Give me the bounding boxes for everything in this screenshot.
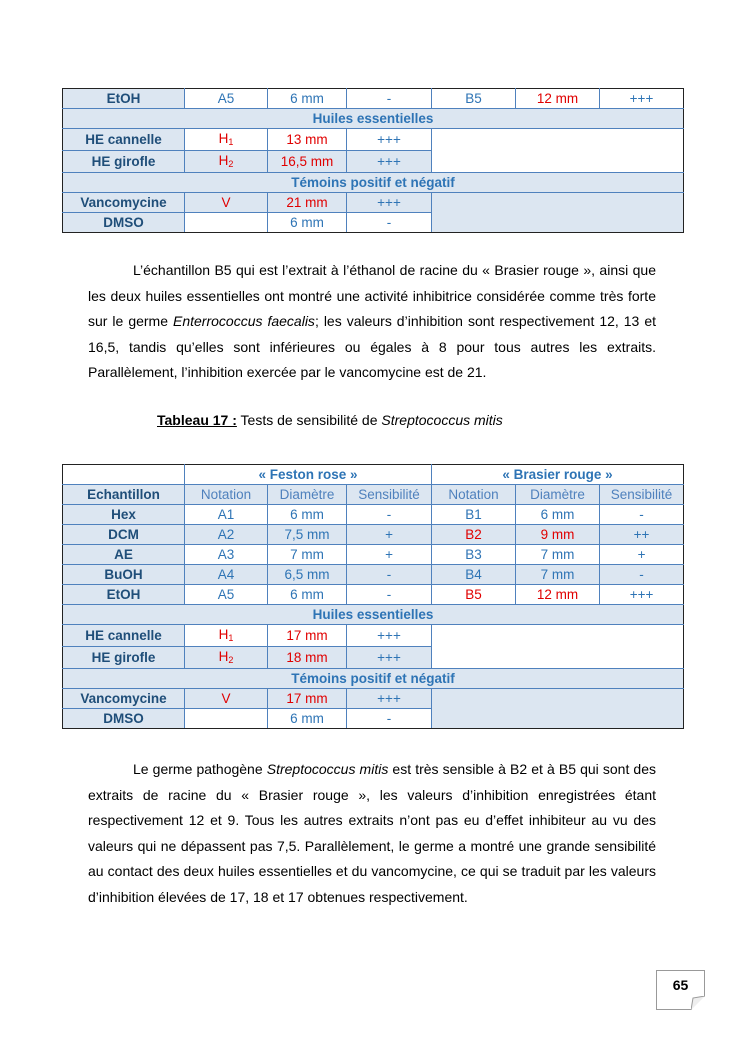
cell-sensitivity: - <box>600 565 684 585</box>
cell-notation: B5 <box>432 89 516 109</box>
caption-label: Tableau 17 : <box>157 412 237 428</box>
cell-notation <box>185 213 268 233</box>
cell-sensitivity: +++ <box>347 689 432 709</box>
cell-notation: A5 <box>185 585 268 605</box>
cell-diameter: 13 mm <box>268 129 347 151</box>
cell-diameter: 6 mm <box>268 505 347 525</box>
table-row <box>63 565 684 585</box>
table-row <box>63 89 684 109</box>
row-label: EtOH <box>63 89 185 109</box>
group-header-row <box>63 465 684 485</box>
cell-sensitivity: +++ <box>600 585 684 605</box>
cell-diameter: 12 mm <box>516 585 600 605</box>
empty-cell <box>432 193 684 233</box>
row-label: HE girofle <box>63 151 185 173</box>
row-label: Vancomycine <box>63 193 185 213</box>
cell-diameter: 12 mm <box>516 89 600 109</box>
paragraph-2: Le germe pathogène Streptococcus mitis est très sensible à B2 et à B5 qui sont des extraits de racine du « Brasier rouge », les valeurs d’inhibition enregistrées étant respectivement 12 et 9. Tous les autres extraits n’ont pas eu d’effet inhibiteur au vu des valeurs qui ne dépassent pas 7,5. Parallèlement, le germe a montré une grande sensibilité au contact des deux huiles essentielles et du vancomycine, ce qui se traduit par les valeurs d’inhibition élevées de 17, 18 et 17 obtenues respectivement. <box>88 761 656 905</box>
empty-cell <box>432 689 684 729</box>
caption-species: Streptococcus mitis <box>381 412 503 428</box>
cell-notation: A4 <box>185 565 268 585</box>
table-row <box>63 525 684 545</box>
section-title: Témoins positif et négatif <box>63 173 684 193</box>
cell-sensitivity: +++ <box>600 89 684 109</box>
table-row <box>63 193 684 213</box>
row-label: Vancomycine <box>63 689 185 709</box>
table-row <box>63 545 684 565</box>
cell-diameter: 17 mm <box>268 625 347 647</box>
row-label: HE girofle <box>63 647 185 669</box>
row-label: DMSO <box>63 709 185 729</box>
table-row <box>63 625 684 647</box>
table-row <box>63 585 684 605</box>
cell-sensitivity: +++ <box>347 151 432 173</box>
header-notation: Notation <box>185 485 268 505</box>
header-sensitivity: Sensibilité <box>347 485 432 505</box>
section-title: Témoins positif et négatif <box>63 669 684 689</box>
cell-notation: A5 <box>185 89 268 109</box>
section-row <box>63 109 684 129</box>
group-header-a: « Feston rose » <box>185 465 432 485</box>
cell-sensitivity: + <box>600 545 684 565</box>
cell-notation: A2 <box>185 525 268 545</box>
cell-diameter: 9 mm <box>516 525 600 545</box>
header-sample: Echantillon <box>63 485 185 505</box>
page-fold-icon <box>691 996 705 1010</box>
section-row <box>63 605 684 625</box>
table-row <box>63 129 684 151</box>
cell-sensitivity: +++ <box>347 647 432 669</box>
header-diameter: Diamètre <box>268 485 347 505</box>
cell-sensitivity: + <box>347 545 432 565</box>
table-17 <box>62 464 684 729</box>
section-row <box>63 669 684 689</box>
section-title: Huiles essentielles <box>63 109 684 129</box>
cell-notation: B3 <box>432 545 516 565</box>
section-row <box>63 173 684 193</box>
table-16-partial <box>62 88 684 233</box>
table-row <box>63 505 684 525</box>
cell-diameter: 6,5 mm <box>268 565 347 585</box>
row-label: AE <box>63 545 185 565</box>
row-label: DCM <box>63 525 185 545</box>
cell-notation: B2 <box>432 525 516 545</box>
cell-sensitivity: - <box>347 213 432 233</box>
cell-sensitivity: - <box>347 89 432 109</box>
section-title: Huiles essentielles <box>63 605 684 625</box>
header-sensitivity: Sensibilité <box>600 485 684 505</box>
row-label: DMSO <box>63 213 185 233</box>
cell-sensitivity: - <box>347 585 432 605</box>
table-row <box>63 689 684 709</box>
cell-diameter: 6 mm <box>268 585 347 605</box>
cell-sensitivity: - <box>347 505 432 525</box>
cell-sensitivity: +++ <box>347 193 432 213</box>
cell-notation: A1 <box>185 505 268 525</box>
empty-cell <box>432 625 684 669</box>
cell-diameter: 7 mm <box>516 565 600 585</box>
column-header-row <box>63 485 684 505</box>
cell-diameter: 6 mm <box>268 89 347 109</box>
cell-notation: B4 <box>432 565 516 585</box>
cell-sensitivity: - <box>347 709 432 729</box>
page-number: 65 <box>656 970 705 1010</box>
cell-diameter: 21 mm <box>268 193 347 213</box>
corner-cell <box>63 465 185 485</box>
cell-diameter: 7,5 mm <box>268 525 347 545</box>
cell-notation <box>185 709 268 729</box>
cell-notation: $H_2$ <box>185 151 268 173</box>
row-label: Hex <box>63 505 185 525</box>
header-diameter: Diamètre <box>516 485 600 505</box>
cell-diameter: 7 mm <box>268 545 347 565</box>
cell-diameter: 6 mm <box>516 505 600 525</box>
cell-diameter: 17 mm <box>268 689 347 709</box>
cell-sensitivity: - <box>347 565 432 585</box>
cell-notation: $H_1$ <box>185 129 268 151</box>
row-label: HE cannelle <box>63 129 185 151</box>
cell-diameter: 18 mm <box>268 647 347 669</box>
cell-sensitivity: +++ <box>347 129 432 151</box>
cell-sensitivity: + <box>347 525 432 545</box>
cell-sensitivity: - <box>600 505 684 525</box>
cell-diameter: 16,5 mm <box>268 151 347 173</box>
table-caption <box>157 412 503 428</box>
cell-notation: $H_1$ <box>185 625 268 647</box>
paragraph-1: L’échantillon B5 qui est l’extrait à l’éthanol de racine du « Brasier rouge », ainsi que les deux huiles essentielles ont montré une activité inhibitrice considérée comme très forte sur le germe Enterrococcus faecalis; les valeurs d’inhibition sont respectivement 12, 13 et 16,5, tandis qu’elles sont inférieures ou égales à 8 pour tous autres les extraits. Parallèlement, l’inhibition exercée par le vancomycine est de 21. <box>88 262 657 380</box>
cell-diameter: 7 mm <box>516 545 600 565</box>
cell-notation: V <box>185 689 268 709</box>
cell-sensitivity: +++ <box>347 625 432 647</box>
cell-notation: A3 <box>185 545 268 565</box>
row-label: EtOH <box>63 585 185 605</box>
cell-diameter: 6 mm <box>268 709 347 729</box>
cell-sensitivity: ++ <box>600 525 684 545</box>
cell-notation: $H_2$ <box>185 647 268 669</box>
caption-text: Tests de sensibilité de <box>236 412 382 428</box>
row-label: HE cannelle <box>63 625 185 647</box>
group-header-b: « Brasier rouge » <box>432 465 684 485</box>
empty-cell <box>432 129 684 173</box>
row-label: BuOH <box>63 565 185 585</box>
cell-notation: V <box>185 193 268 213</box>
cell-notation: B1 <box>432 505 516 525</box>
header-notation: Notation <box>432 485 516 505</box>
cell-diameter: 6 mm <box>268 213 347 233</box>
cell-notation: B5 <box>432 585 516 605</box>
